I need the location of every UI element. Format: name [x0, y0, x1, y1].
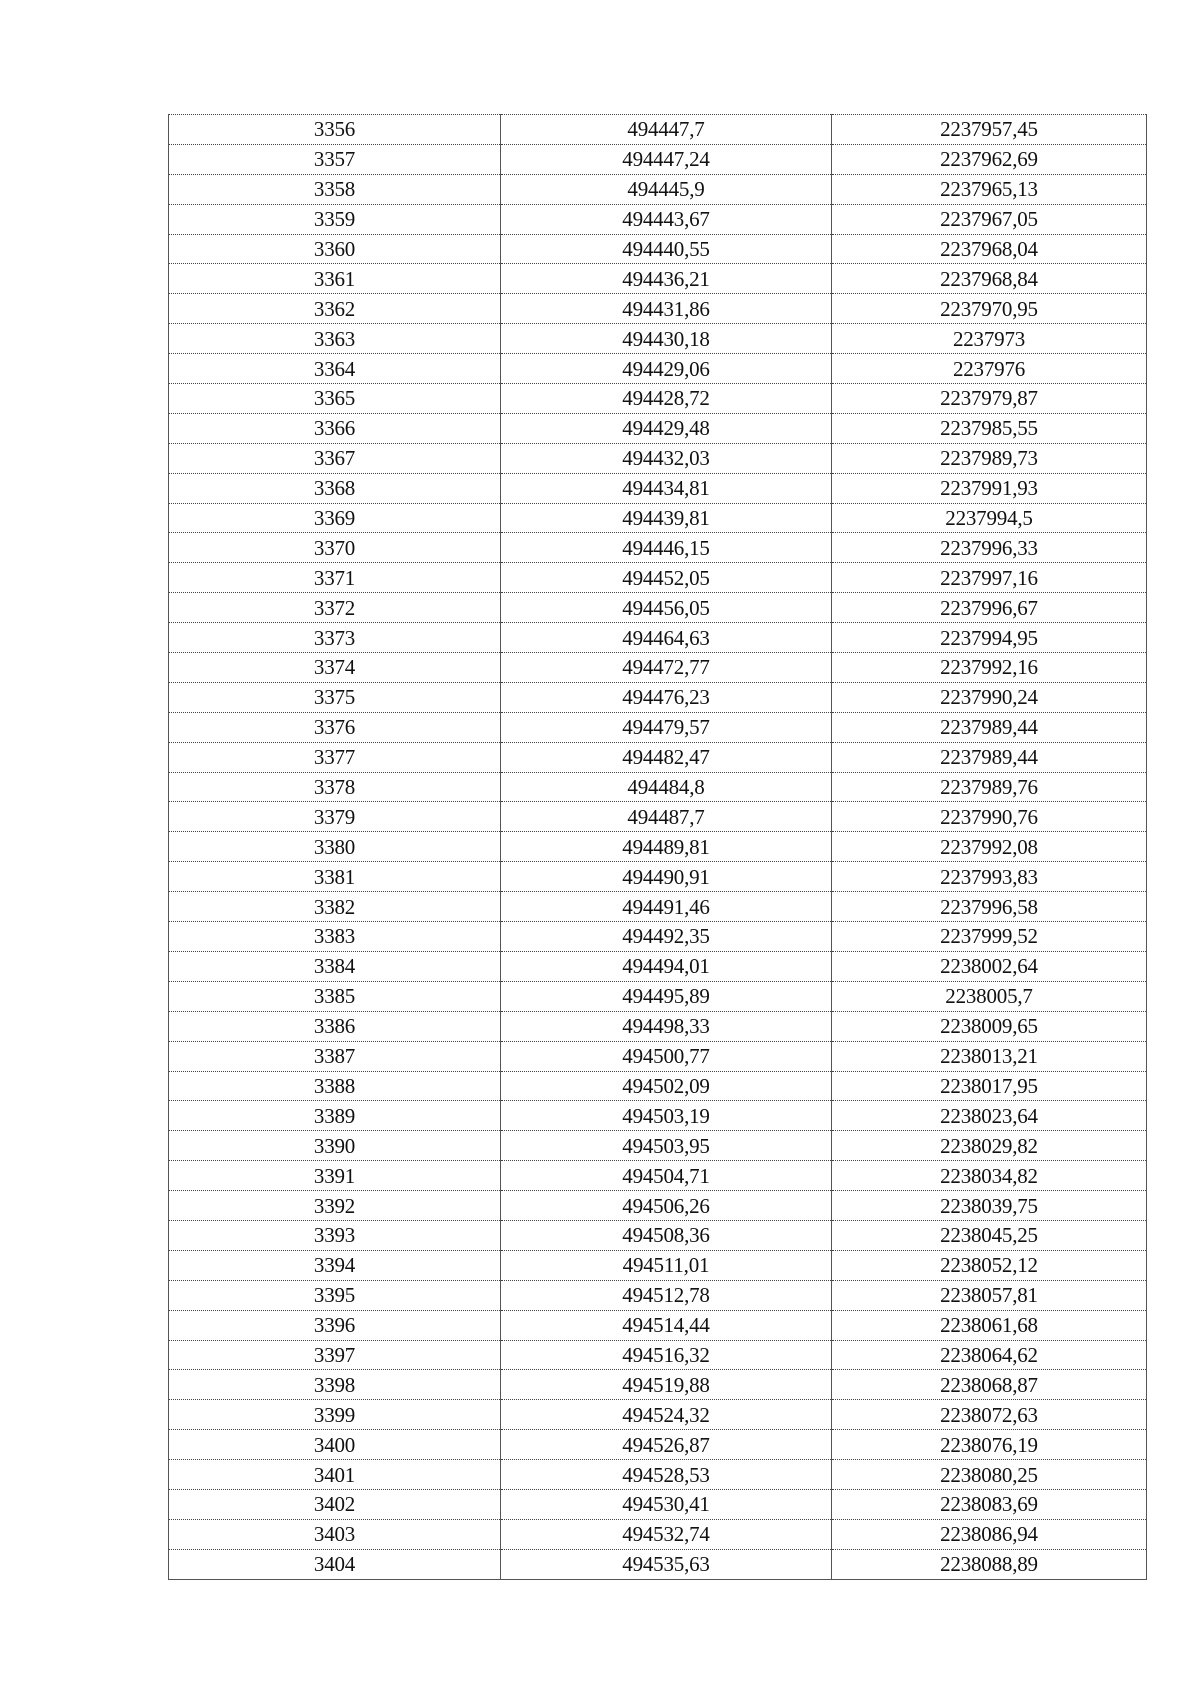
point-number-cell: 3375: [169, 682, 501, 712]
y-coordinate-cell: 2237968,04: [832, 234, 1147, 264]
x-coordinate-cell: 494503,19: [501, 1101, 832, 1131]
x-coordinate-cell: 494472,77: [501, 653, 832, 683]
x-coordinate-cell: 494429,06: [501, 354, 832, 384]
point-number-cell: 3359: [169, 204, 501, 234]
x-coordinate-cell: 494439,81: [501, 503, 832, 533]
table-row: [169, 772, 1147, 802]
point-number-cell: 3387: [169, 1041, 501, 1071]
y-coordinate-cell: 2238061,68: [832, 1310, 1147, 1340]
x-coordinate-cell: 494514,44: [501, 1310, 832, 1340]
y-coordinate-cell: 2238080,25: [832, 1460, 1147, 1490]
y-coordinate-cell: 2237965,13: [832, 174, 1147, 204]
table-row: [169, 712, 1147, 742]
x-coordinate-cell: 494491,46: [501, 892, 832, 922]
table-row: [169, 922, 1147, 952]
y-coordinate-cell: 2237996,58: [832, 892, 1147, 922]
table-row: [169, 1041, 1147, 1071]
table-row: [169, 1310, 1147, 1340]
point-number-cell: 3400: [169, 1430, 501, 1460]
point-number-cell: 3388: [169, 1071, 501, 1101]
x-coordinate-cell: 494436,21: [501, 264, 832, 294]
point-number-cell: 3399: [169, 1400, 501, 1430]
point-number-cell: 3377: [169, 742, 501, 772]
x-coordinate-cell: 494484,8: [501, 772, 832, 802]
table-row: [169, 1340, 1147, 1370]
x-coordinate-cell: 494429,48: [501, 413, 832, 443]
table-row: [169, 503, 1147, 533]
y-coordinate-cell: 2238083,69: [832, 1489, 1147, 1519]
table-row: [169, 204, 1147, 234]
y-coordinate-cell: 2237968,84: [832, 264, 1147, 294]
point-number-cell: 3363: [169, 324, 501, 354]
table-row: [169, 264, 1147, 294]
table-row: [169, 1460, 1147, 1490]
point-number-cell: 3404: [169, 1549, 501, 1579]
y-coordinate-cell: 2238039,75: [832, 1191, 1147, 1221]
table-row: [169, 623, 1147, 653]
point-number-cell: 3392: [169, 1191, 501, 1221]
y-coordinate-cell: 2238017,95: [832, 1071, 1147, 1101]
x-coordinate-cell: 494490,91: [501, 862, 832, 892]
x-coordinate-cell: 494476,23: [501, 682, 832, 712]
x-coordinate-cell: 494445,9: [501, 174, 832, 204]
table-row: [169, 1430, 1147, 1460]
x-coordinate-cell: 494506,26: [501, 1191, 832, 1221]
table-row: [169, 384, 1147, 414]
x-coordinate-cell: 494500,77: [501, 1041, 832, 1071]
point-number-cell: 3360: [169, 234, 501, 264]
table-row: [169, 653, 1147, 683]
x-coordinate-cell: 494532,74: [501, 1519, 832, 1549]
table-row: [169, 533, 1147, 563]
x-coordinate-cell: 494519,88: [501, 1370, 832, 1400]
point-number-cell: 3396: [169, 1310, 501, 1340]
table-row: [169, 862, 1147, 892]
y-coordinate-cell: 2237992,16: [832, 653, 1147, 683]
x-coordinate-cell: 494508,36: [501, 1220, 832, 1250]
point-number-cell: 3393: [169, 1220, 501, 1250]
table-row: [169, 981, 1147, 1011]
point-number-cell: 3385: [169, 981, 501, 1011]
y-coordinate-cell: 2237996,67: [832, 593, 1147, 623]
table-row: [169, 1011, 1147, 1041]
x-coordinate-cell: 494530,41: [501, 1489, 832, 1519]
table-row: [169, 742, 1147, 772]
y-coordinate-cell: 2237985,55: [832, 413, 1147, 443]
x-coordinate-cell: 494503,95: [501, 1131, 832, 1161]
table-row: [169, 1191, 1147, 1221]
table-row: [169, 1131, 1147, 1161]
x-coordinate-cell: 494434,81: [501, 473, 832, 503]
y-coordinate-cell: 2237999,52: [832, 922, 1147, 952]
x-coordinate-cell: 494495,89: [501, 981, 832, 1011]
y-coordinate-cell: 2238034,82: [832, 1161, 1147, 1191]
point-number-cell: 3376: [169, 712, 501, 742]
y-coordinate-cell: 2237967,05: [832, 204, 1147, 234]
point-number-cell: 3389: [169, 1101, 501, 1131]
table-row: [169, 1101, 1147, 1131]
point-number-cell: 3384: [169, 951, 501, 981]
y-coordinate-cell: 2238072,63: [832, 1400, 1147, 1430]
y-coordinate-cell: 2237989,44: [832, 742, 1147, 772]
coordinates-table: [168, 114, 1147, 1580]
point-number-cell: 3380: [169, 832, 501, 862]
table-row: [169, 174, 1147, 204]
table-row: [169, 563, 1147, 593]
point-number-cell: 3369: [169, 503, 501, 533]
x-coordinate-cell: 494504,71: [501, 1161, 832, 1191]
table-row: [169, 682, 1147, 712]
coordinates-table-body: [169, 115, 1147, 1580]
table-row: [169, 1071, 1147, 1101]
x-coordinate-cell: 494524,32: [501, 1400, 832, 1430]
x-coordinate-cell: 494489,81: [501, 832, 832, 862]
x-coordinate-cell: 494502,09: [501, 1071, 832, 1101]
y-coordinate-cell: 2237994,95: [832, 623, 1147, 653]
x-coordinate-cell: 494498,33: [501, 1011, 832, 1041]
x-coordinate-cell: 494447,7: [501, 115, 832, 145]
table-row: [169, 443, 1147, 473]
point-number-cell: 3361: [169, 264, 501, 294]
point-number-cell: 3362: [169, 294, 501, 324]
x-coordinate-cell: 494528,53: [501, 1460, 832, 1490]
table-row: [169, 802, 1147, 832]
y-coordinate-cell: 2237996,33: [832, 533, 1147, 563]
table-row: [169, 144, 1147, 174]
table-row: [169, 951, 1147, 981]
y-coordinate-cell: 2238086,94: [832, 1519, 1147, 1549]
y-coordinate-cell: 2237989,73: [832, 443, 1147, 473]
x-coordinate-cell: 494535,63: [501, 1549, 832, 1579]
table-row: [169, 593, 1147, 623]
point-number-cell: 3365: [169, 384, 501, 414]
point-number-cell: 3367: [169, 443, 501, 473]
point-number-cell: 3366: [169, 413, 501, 443]
point-number-cell: 3403: [169, 1519, 501, 1549]
point-number-cell: 3358: [169, 174, 501, 204]
point-number-cell: 3383: [169, 922, 501, 952]
point-number-cell: 3395: [169, 1280, 501, 1310]
y-coordinate-cell: 2237973: [832, 324, 1147, 354]
y-coordinate-cell: 2238002,64: [832, 951, 1147, 981]
y-coordinate-cell: 2238023,64: [832, 1101, 1147, 1131]
table-row: [169, 1370, 1147, 1400]
point-number-cell: 3394: [169, 1250, 501, 1280]
point-number-cell: 3371: [169, 563, 501, 593]
y-coordinate-cell: 2237962,69: [832, 144, 1147, 174]
table-row: [169, 354, 1147, 384]
x-coordinate-cell: 494492,35: [501, 922, 832, 952]
x-coordinate-cell: 494447,24: [501, 144, 832, 174]
x-coordinate-cell: 494487,7: [501, 802, 832, 832]
point-number-cell: 3356: [169, 115, 501, 145]
x-coordinate-cell: 494526,87: [501, 1430, 832, 1460]
table-row: [169, 115, 1147, 145]
y-coordinate-cell: 2237989,76: [832, 772, 1147, 802]
point-number-cell: 3391: [169, 1161, 501, 1191]
x-coordinate-cell: 494446,15: [501, 533, 832, 563]
y-coordinate-cell: 2238005,7: [832, 981, 1147, 1011]
y-coordinate-cell: 2238045,25: [832, 1220, 1147, 1250]
x-coordinate-cell: 494430,18: [501, 324, 832, 354]
point-number-cell: 3368: [169, 473, 501, 503]
point-number-cell: 3374: [169, 653, 501, 683]
table-row: [169, 294, 1147, 324]
x-coordinate-cell: 494512,78: [501, 1280, 832, 1310]
point-number-cell: 3386: [169, 1011, 501, 1041]
table-row: [169, 1250, 1147, 1280]
table-row: [169, 832, 1147, 862]
y-coordinate-cell: 2237979,87: [832, 384, 1147, 414]
y-coordinate-cell: 2237989,44: [832, 712, 1147, 742]
table-row: [169, 234, 1147, 264]
point-number-cell: 3373: [169, 623, 501, 653]
table-row: [169, 1489, 1147, 1519]
point-number-cell: 3372: [169, 593, 501, 623]
table-row: [169, 892, 1147, 922]
y-coordinate-cell: 2237957,45: [832, 115, 1147, 145]
y-coordinate-cell: 2238013,21: [832, 1041, 1147, 1071]
y-coordinate-cell: 2237993,83: [832, 862, 1147, 892]
y-coordinate-cell: 2237976: [832, 354, 1147, 384]
table-row: [169, 1549, 1147, 1579]
x-coordinate-cell: 494516,32: [501, 1340, 832, 1370]
point-number-cell: 3402: [169, 1489, 501, 1519]
y-coordinate-cell: 2238076,19: [832, 1430, 1147, 1460]
point-number-cell: 3357: [169, 144, 501, 174]
point-number-cell: 3390: [169, 1131, 501, 1161]
y-coordinate-cell: 2237990,76: [832, 802, 1147, 832]
point-number-cell: 3378: [169, 772, 501, 802]
y-coordinate-cell: 2238009,65: [832, 1011, 1147, 1041]
y-coordinate-cell: 2238057,81: [832, 1280, 1147, 1310]
x-coordinate-cell: 494479,57: [501, 712, 832, 742]
point-number-cell: 3401: [169, 1460, 501, 1490]
table-row: [169, 1519, 1147, 1549]
y-coordinate-cell: 2238064,62: [832, 1340, 1147, 1370]
point-number-cell: 3382: [169, 892, 501, 922]
x-coordinate-cell: 494464,63: [501, 623, 832, 653]
y-coordinate-cell: 2237970,95: [832, 294, 1147, 324]
table-row: [169, 1280, 1147, 1310]
point-number-cell: 3398: [169, 1370, 501, 1400]
table-row: [169, 1161, 1147, 1191]
x-coordinate-cell: 494482,47: [501, 742, 832, 772]
y-coordinate-cell: 2237994,5: [832, 503, 1147, 533]
x-coordinate-cell: 494456,05: [501, 593, 832, 623]
x-coordinate-cell: 494511,01: [501, 1250, 832, 1280]
x-coordinate-cell: 494440,55: [501, 234, 832, 264]
table-row: [169, 1220, 1147, 1250]
x-coordinate-cell: 494452,05: [501, 563, 832, 593]
point-number-cell: 3379: [169, 802, 501, 832]
y-coordinate-cell: 2238029,82: [832, 1131, 1147, 1161]
point-number-cell: 3381: [169, 862, 501, 892]
x-coordinate-cell: 494432,03: [501, 443, 832, 473]
y-coordinate-cell: 2237990,24: [832, 682, 1147, 712]
point-number-cell: 3397: [169, 1340, 501, 1370]
table-row: [169, 413, 1147, 443]
table-row: [169, 324, 1147, 354]
y-coordinate-cell: 2238052,12: [832, 1250, 1147, 1280]
y-coordinate-cell: 2237997,16: [832, 563, 1147, 593]
y-coordinate-cell: 2238068,87: [832, 1370, 1147, 1400]
point-number-cell: 3364: [169, 354, 501, 384]
table-row: [169, 473, 1147, 503]
x-coordinate-cell: 494443,67: [501, 204, 832, 234]
x-coordinate-cell: 494494,01: [501, 951, 832, 981]
y-coordinate-cell: 2238088,89: [832, 1549, 1147, 1579]
x-coordinate-cell: 494428,72: [501, 384, 832, 414]
point-number-cell: 3370: [169, 533, 501, 563]
y-coordinate-cell: 2237991,93: [832, 473, 1147, 503]
table-row: [169, 1400, 1147, 1430]
x-coordinate-cell: 494431,86: [501, 294, 832, 324]
y-coordinate-cell: 2237992,08: [832, 832, 1147, 862]
